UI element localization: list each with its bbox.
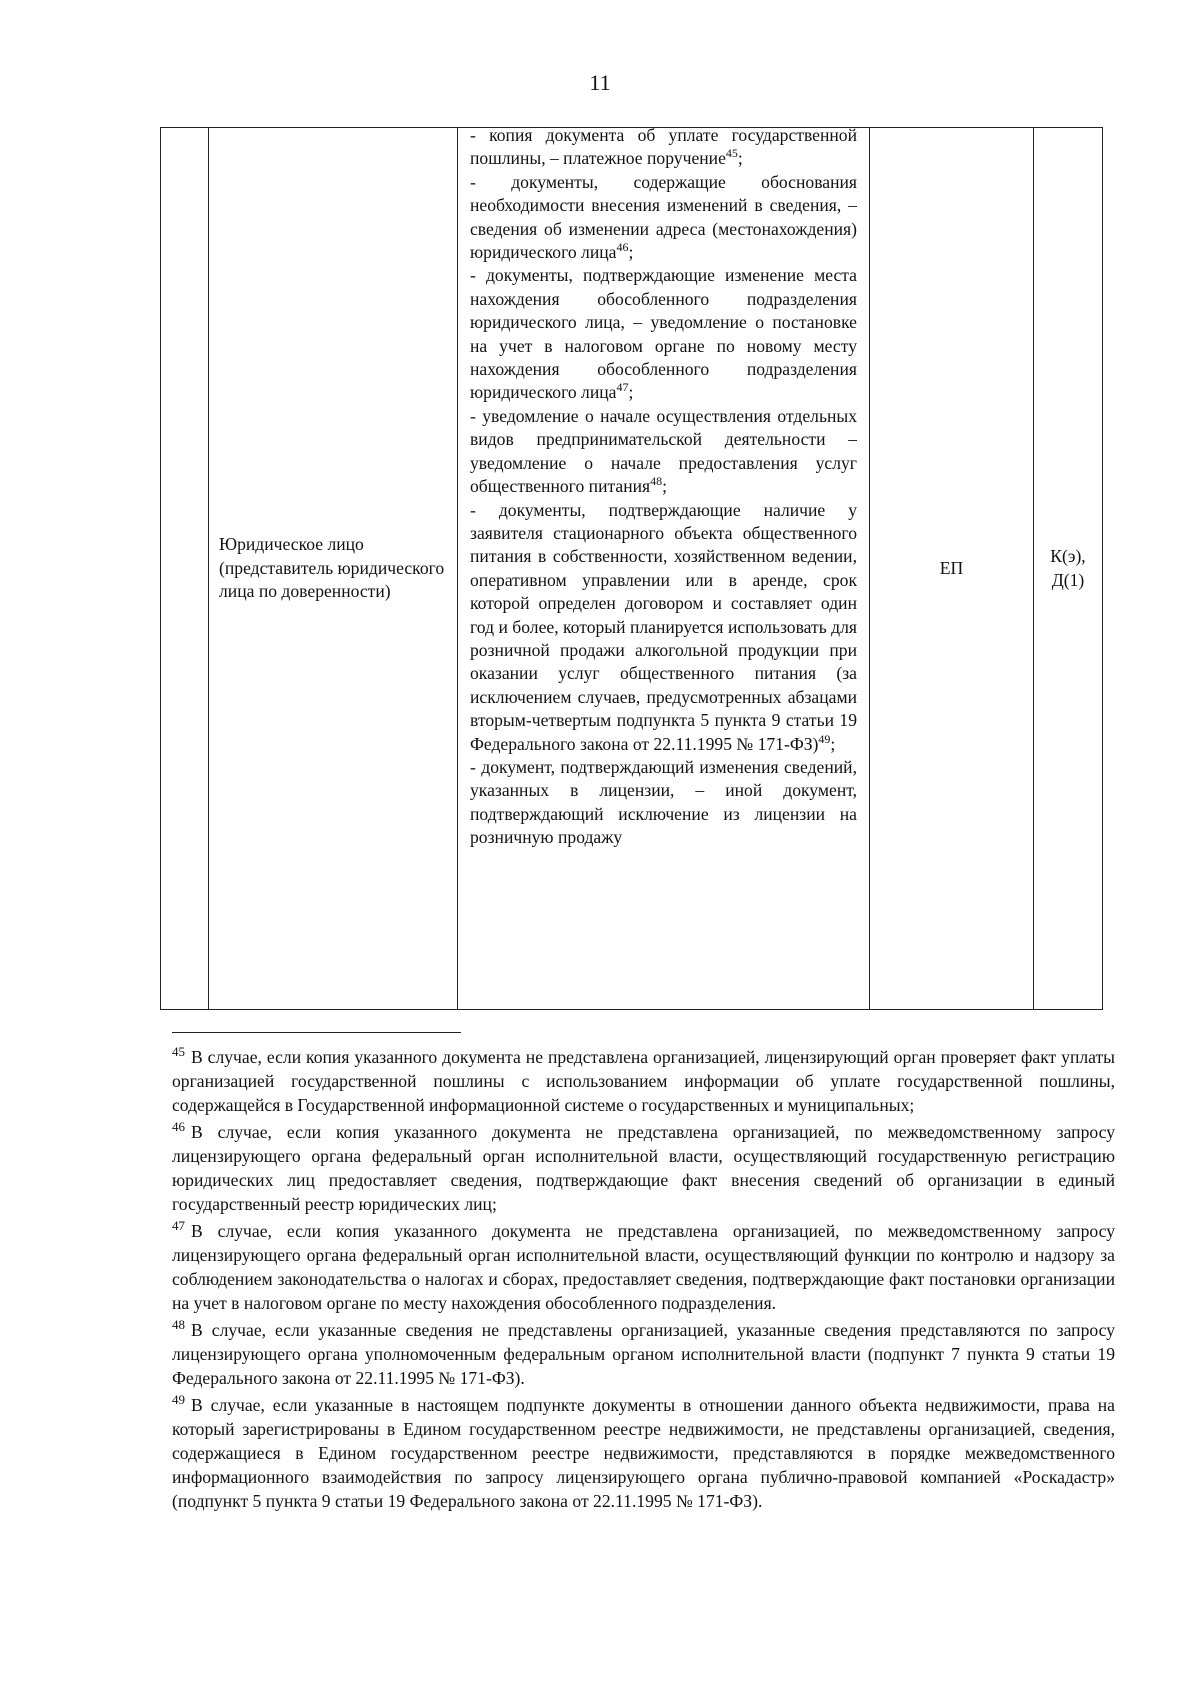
list-item [470, 264, 857, 404]
footnote-number: 46 [172, 1119, 185, 1134]
documents-cell [458, 125, 870, 1010]
footnote-45 [172, 1045, 1115, 1117]
footnote-text: В случае, если указанные сведения не представлены организацией, указанные сведения представляются по запросу лицензирующего органа уполномоченным федеральным органом исполнительной власти (подпункт 7 пункта 9 статьи 19 Федерального закона от 22.11.1995 № 171-ФЗ). [172, 1320, 1115, 1388]
document-text: - документы, содержащие обоснования необходимости внесения изменений в сведения, – сведения об изменении адреса (местонахождения) юридического лица [470, 171, 857, 263]
footnote-text: В случае, если копия указанного документа не представлена организацией, лицензирующий орган проверяет факт уплаты организацией государственной пошлины с использованием информации об уплате государственной пошлины, содержащейся в Государственной информационной системе о государственных и муниципальных; [172, 1047, 1115, 1115]
page-number: 11 [589, 70, 611, 95]
document-end: ; [830, 733, 836, 754]
row-number-cell [161, 128, 209, 1010]
footnote-ref: 45 [725, 146, 738, 161]
footnote-47 [172, 1219, 1115, 1315]
documents-list [470, 124, 857, 1007]
submission-method-cell: ЕП [870, 128, 1034, 1010]
documents-table [160, 127, 1103, 1010]
list-item [470, 405, 857, 499]
footnote-separator [172, 1032, 461, 1033]
footnote-49 [172, 1393, 1115, 1513]
footnote-48 [172, 1318, 1115, 1390]
list-item [470, 499, 857, 756]
document-text: - документ, подтверждающий изменения сведений, указанных в лицензии, – иной документ, подтверждающий исключение из лицензии на розничную продажу [470, 756, 857, 848]
document-end: ; [662, 476, 668, 497]
footnote-ref: 48 [650, 474, 663, 489]
applicant-text: Юридическое лицо (представитель юридического лица по доверенности) [219, 534, 445, 602]
list-item [470, 171, 857, 265]
document-end: ; [628, 382, 634, 403]
footnote-ref: 49 [818, 731, 831, 746]
document-end: ; [737, 148, 743, 169]
table-row [161, 128, 1103, 1010]
footnote-text: В случае, если указанные в настоящем подпункте документы в отношении данного объекта недвижимости, права на который зарегистрированы в Едином государственном реестре недвижимости, не представлены организацией, сведения, содержащиеся в Едином государственном реестре недвижимости, представляются в порядке межведомственного информационного взаимодействия по запросу лицензирующего органа публично-правовой компанией «Роскадастр» (подпункт 5 пункта 9 статьи 19 Федерального закона от 22.11.1995 № 171-ФЗ). [172, 1395, 1115, 1511]
footnote-text: В случае, если копия указанного документа не представлена организацией, по межведомственному запросу лицензирующего органа федеральный орган исполнительной власти, осуществляющий государственную регистрацию юридических лиц предоставляет сведения, подтверждающие факт внесения сведений об организации в единый государственный реестр юридических лиц; [172, 1122, 1115, 1214]
document-text: - документы, подтверждающие наличие у заявителя стационарного объекта общественного питания в собственности, хозяйственном ведении, оперативном управлении или в аренде, срок которой определен договором и составляет один год и более, который планируется использовать для розничной продажи алкогольной продукции при оказании услуг общественного питания (за исключением случаев, предусмотренных абзацами вторым-четвертым подпункта 5 пункта 9 статьи 19 Федерального закона от 22.11.1995 № 171-ФЗ) [470, 499, 857, 754]
footnote-text: В случае, если копия указанного документа не представлена организацией, по межведомственному запросу лицензирующего органа федеральный орган исполнительной власти, осуществляющий функции по контролю и надзору за соблюдением законодательства о налогах и сборах, предоставляет сведения, подтверждающие факт постановки организации на учет в налоговом органе по месту нахождения обособленного подразделения. [172, 1221, 1115, 1313]
footnote-ref: 46 [616, 240, 629, 255]
applicant-cell [209, 128, 458, 1010]
footnote-number: 48 [172, 1317, 185, 1332]
list-item [470, 124, 857, 171]
footnote-number: 45 [172, 1044, 185, 1059]
document-text: - документы, подтверждающие изменение места нахождения обособленного подразделения юридического лица, – уведомление о постановке на учет в налоговом органе по новому месту нахождения обособленного подразделения юридического лица [470, 265, 857, 403]
document-end: ; [628, 242, 634, 263]
footnotes [172, 1045, 1115, 1516]
document-text: - уведомление о начале осуществления отдельных видов предпринимательской деятельности – уведомление о начале предоставления услуг общественного питания [470, 405, 857, 497]
code-cell: К(э), Д(1) [1034, 128, 1103, 1010]
footnote-number: 49 [172, 1392, 185, 1407]
list-item [470, 756, 857, 850]
document-text: - копия документа об уплате государственной пошлины, – платежное поручение [470, 125, 857, 169]
footnote-number: 47 [172, 1218, 185, 1233]
footnote-ref: 47 [616, 380, 629, 395]
footnote-46 [172, 1120, 1115, 1216]
